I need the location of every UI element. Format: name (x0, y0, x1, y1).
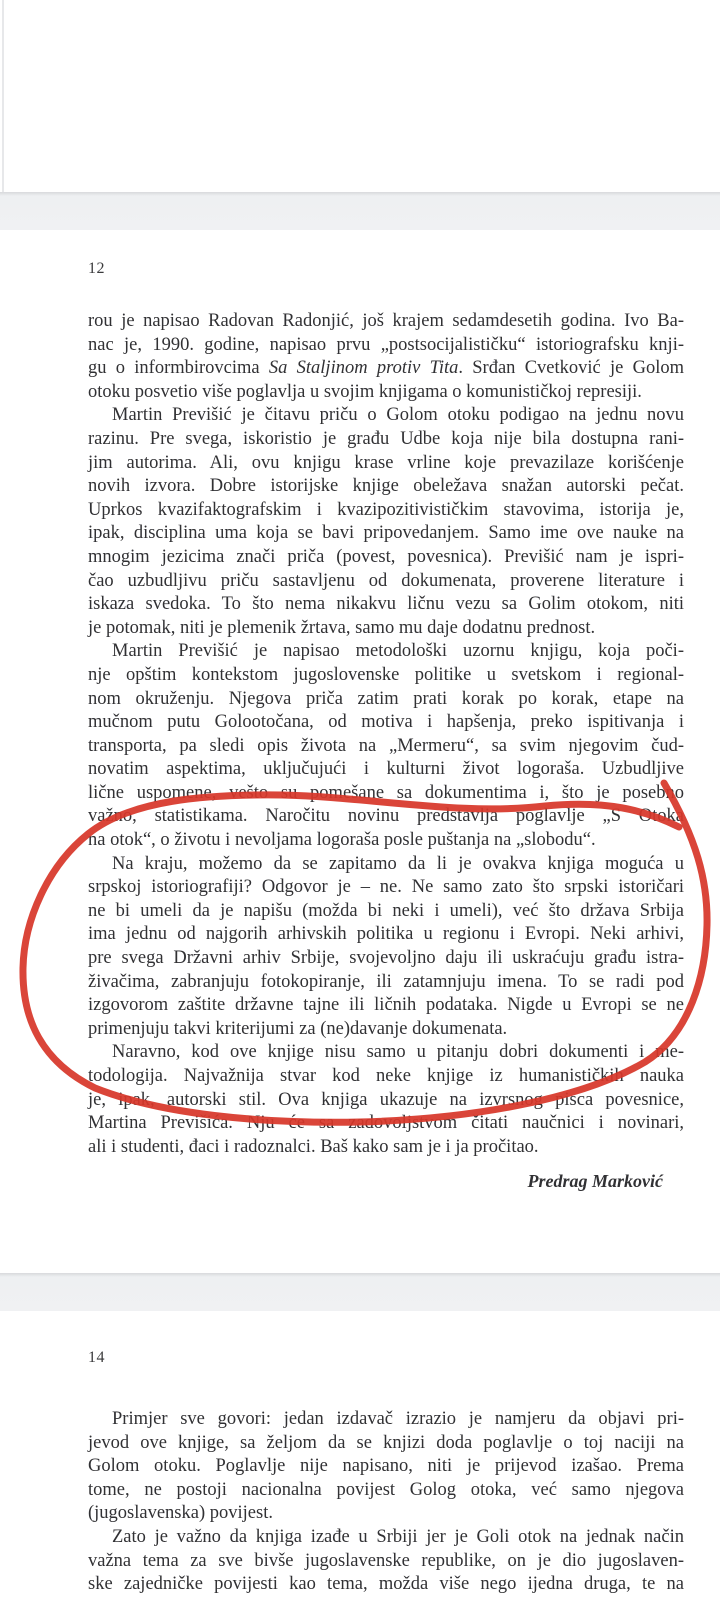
text-line: iskaza svedoka. To što nema nikakvu ličnu vezu sa Golim otokom, niti (88, 594, 684, 615)
text-line: nom okruženju. Njegova priča zatim prati korak po korak, etape na (88, 688, 684, 709)
text-line: Martin Previšić je napisao metodološki uzornu knjigu, koja poči- (112, 641, 684, 662)
text-line: ipak, disciplina uma koja se bavi pripovedanjem. Samo ime ove nauke na (88, 523, 684, 544)
text-line: tome, ne postoji nacionalna povijest Golog otoka, već samo njegova (88, 1479, 684, 1500)
text-line: Zato je važno da knjiga izađe u Srbiji jer je Goli otok na jednak način (112, 1526, 684, 1547)
text-line: ske zajedničke povijesti kao tema, možda više nego ijedna druga, te na (88, 1574, 684, 1595)
text-line: izgovorom zaštite državne tajne ili ličnih podataka. Nigde u Evropi se ne (88, 995, 684, 1016)
text-line: jim autorima. Ali, ovu knjigu krase vrline koje prevazilaze korišćenje (88, 452, 684, 473)
text-line: otoku posvetio više poglavlja u svojim knjigama o komunističkoj represiji. (88, 381, 642, 402)
text-line: (jugoslavenska) povijest. (88, 1503, 273, 1524)
text-line: Naravno, kod ove knjige nisu samo u pitanju dobri dokumenti i me- (112, 1042, 684, 1063)
page-body (88, 1408, 684, 1597)
text-line: je potomak, niti je plemenik žrtava, samo mu daje dodatnu prednost. (88, 617, 596, 638)
text-line: ne bi umeli da je napišu (možda bi neki i umeli), već što država Srbija (88, 900, 684, 921)
text-line: ima jednu od najgorih arhivskih politika u regionu i Evropi. Neki arhivi, (88, 924, 684, 945)
text-line: jevod ove knjige, sa željom da se knjizi doda poglavlje o toj naciji na (88, 1432, 684, 1453)
text-line: Golom otoku. Poglavlje nije napisano, niti je prijevod izašao. Prema (88, 1456, 684, 1477)
paragraph (88, 640, 684, 852)
text-line: pre svega Državni arhiv Srbije, svojevoljno daju ili uskraćuju građu istra- (88, 948, 684, 969)
book-page-12 (0, 230, 720, 1273)
text-line: mučnom putu Golootočana, od motiva i hapšenja, preko ispitivanja i (88, 712, 684, 733)
text-line: nac je, 1990. godine, napisao prvu „postsocijalističku“ istoriografsku knji- (88, 334, 684, 355)
text-line: čao uzbudljivu priču sastavljenu od dokumenata, proverene literature i (88, 570, 684, 591)
text-line: Primjer sve govori: jedan izdavač izrazio je namjeru da objavi pri- (112, 1409, 684, 1429)
text-line: važna tema za sve bivše jugoslavenske republike, on je dio jugoslaven- (88, 1550, 684, 1571)
text-line: na otok“, o životu i nevoljama logoraša posle puštanja na „slobodu“. (88, 830, 596, 851)
page-body (88, 310, 684, 1194)
paragraph (88, 1526, 684, 1597)
author-signature: Predrag Marković (527, 1171, 663, 1192)
text-line: gu o informbirovcima Sa Staljinom protiv Tita. Srđan Cvetković je Golom (88, 358, 684, 379)
text-line: Uprkos kvazifaktografskim i kvazipozitivističkim stavovima, istorija je, (88, 499, 684, 520)
text-line: transporta, pa sledi opis života na „Mermeru“, sa svim njegovim čud- (88, 735, 684, 756)
text-line: lične uspomene, vešto su pomešane sa dokumentima i, što je posebno (88, 782, 684, 803)
text-line: je, ipak, autorski stil. Ova knjiga ukazuje na izvrsnog pisca povesnice, (88, 1089, 684, 1110)
text-line: Martin Previšić je čitavu priču o Golom otoku podigao na jednu novu (112, 405, 684, 426)
text-line: todologija. Najvažnija stvar kod neke knjige iz humanističkih nauka (88, 1066, 684, 1086)
page-number: 14 (88, 1349, 105, 1366)
text-line: važno, statistikama. Naročitu novinu predstavlja poglavlje „S Otoka (88, 806, 684, 827)
text-line: nje opštim kontekstom jugoslovenske politike u svetskom i regional- (88, 664, 684, 685)
text-line: rou je napisao Radovan Radonjić, još krajem sedamdesetih godina. Ivo Ba- (88, 311, 684, 331)
text-line: primenjuju takvi kriterijumi za (ne)davanje dokumenata. (88, 1018, 508, 1039)
text-line: razinu. Pre svega, iskoristio je građu Udbe koja nije bila dostupna rani- (88, 428, 684, 449)
paragraph (88, 853, 684, 1042)
text-line: Martina Previšića. Nju će sa zadovoljstvom čitati naučnici i novinari, (88, 1113, 684, 1134)
book-title-italic: Sa Staljinom protiv Tita (268, 358, 459, 379)
previous-page-bottom (0, 0, 720, 192)
book-page-14 (0, 1311, 720, 1600)
page-gap (0, 192, 720, 230)
text-line: živačima, zabranjuju fotokopiranje, ili zatamnjuju imena. To se radi pod (88, 971, 684, 992)
paragraph (88, 310, 684, 404)
text-line: ali i studenti, đaci i radoznalci. Baš kako sam je i ja pročitao. (88, 1136, 539, 1157)
paragraph (88, 404, 684, 640)
page-left-edge (2, 0, 4, 192)
page-number: 12 (88, 260, 105, 277)
text-line: mnogim jezicima znači priča (povest, povesnica). Previšić nam je ispri- (88, 546, 684, 567)
page-gap (0, 1273, 720, 1311)
text-line: novatim aspektima, uključujući i kulturni život logoraša. Uzbudljive (88, 759, 684, 780)
text-line: srpskoj istoriografiji? Odgovor je – ne. Ne samo zato što srpski istoričari (88, 877, 684, 898)
paragraph (88, 1408, 684, 1526)
text-line: Na kraju, možemo da se zapitamo da li je ovakva knjiga moguća u (112, 853, 684, 874)
paragraph (88, 1041, 684, 1159)
text-line: novih izvora. Dobre istorijske knjige obeležava snažan autorski pečat. (88, 476, 684, 497)
